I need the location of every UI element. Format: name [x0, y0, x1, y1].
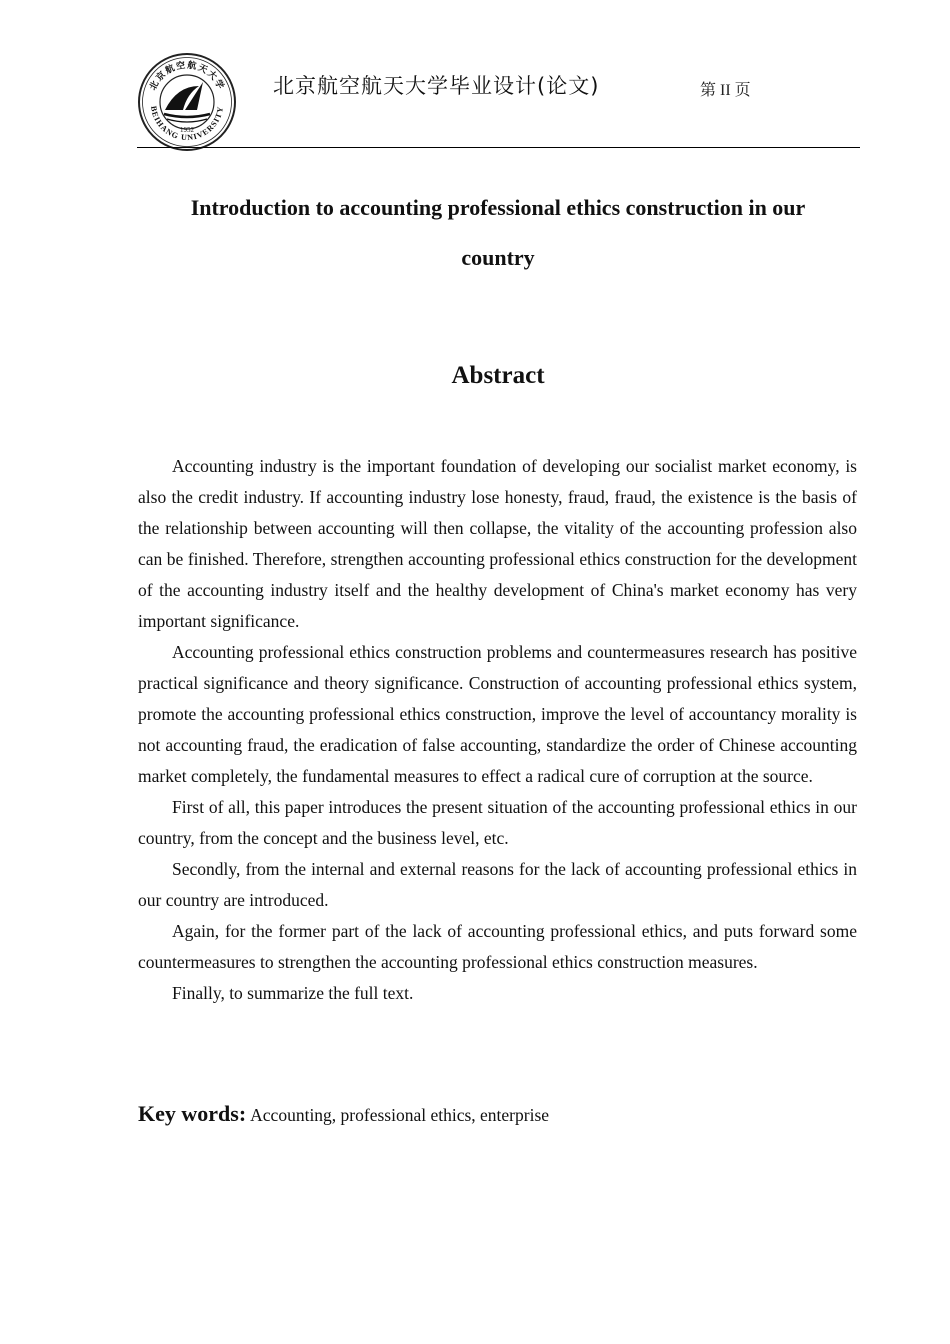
keywords-value: Accounting, professional ethics, enterprise: [250, 1105, 550, 1125]
svg-text:BEIHANG UNIVERSITY: BEIHANG UNIVERSITY: [148, 105, 226, 143]
abstract-paragraph: Finally, to summarize the full text.: [172, 983, 414, 1003]
abstract-paragraph: Accounting professional ethics construction problems and countermeasures research has positive practical significance and theory significance. Construction of accounting professional ethics system, promote the accounting professional ethics construction, improve the level of accountancy morality is not accounting fraud, the eradication of false accounting, standardize the order of Chinese accounting market completely, the fundamental measures to effect a radical cure of corruption at the source.: [138, 642, 857, 786]
abstract-paragraph: Accounting industry is the important foundation of developing our socialist market economy, is also the credit industry. If accounting industry lose honesty, fraud, fraud, the existence is the basis of the relationship between accounting will then collapse, the vitality of the accounting profession also can be finished. Therefore, strengthen accounting professional ethics construction for the development of the accounting industry itself and the healthy development of China's market economy has very important significance.: [138, 456, 857, 631]
abstract-paragraph: First of all, this paper introduces the present situation of the accounting professional ethics in our country, from the concept and the business level, etc.: [138, 797, 857, 848]
abstract-paragraph: Again, for the former part of the lack of accounting professional ethics, and puts forward some countermeasures to strengthen the accounting professional ethics construction measures.: [138, 921, 857, 972]
document-title: [137, 183, 859, 283]
keywords-line: [138, 1101, 857, 1127]
svg-text:北京航空航天大学: 北京航空航天大学: [148, 60, 226, 93]
page-header: [137, 46, 859, 150]
title-line-1: Introduction to accounting professional ethics construction in our: [190, 195, 806, 220]
title-line-2: country: [461, 245, 535, 270]
university-logo: [137, 52, 237, 152]
abstract-paragraph: Secondly, from the internal and external reasons for the lack of accounting professional ethics in our country are introduced.: [138, 859, 857, 910]
abstract-heading: Abstract: [451, 362, 545, 389]
keywords-label: Key words:: [138, 1101, 247, 1126]
page-number: 第 II 页: [700, 82, 751, 99]
header-divider: [137, 147, 860, 148]
abstract-body: [138, 451, 857, 1009]
logo-year: 1952: [180, 126, 194, 134]
university-title: 北京航空航天大学毕业设计(论文): [273, 74, 600, 98]
